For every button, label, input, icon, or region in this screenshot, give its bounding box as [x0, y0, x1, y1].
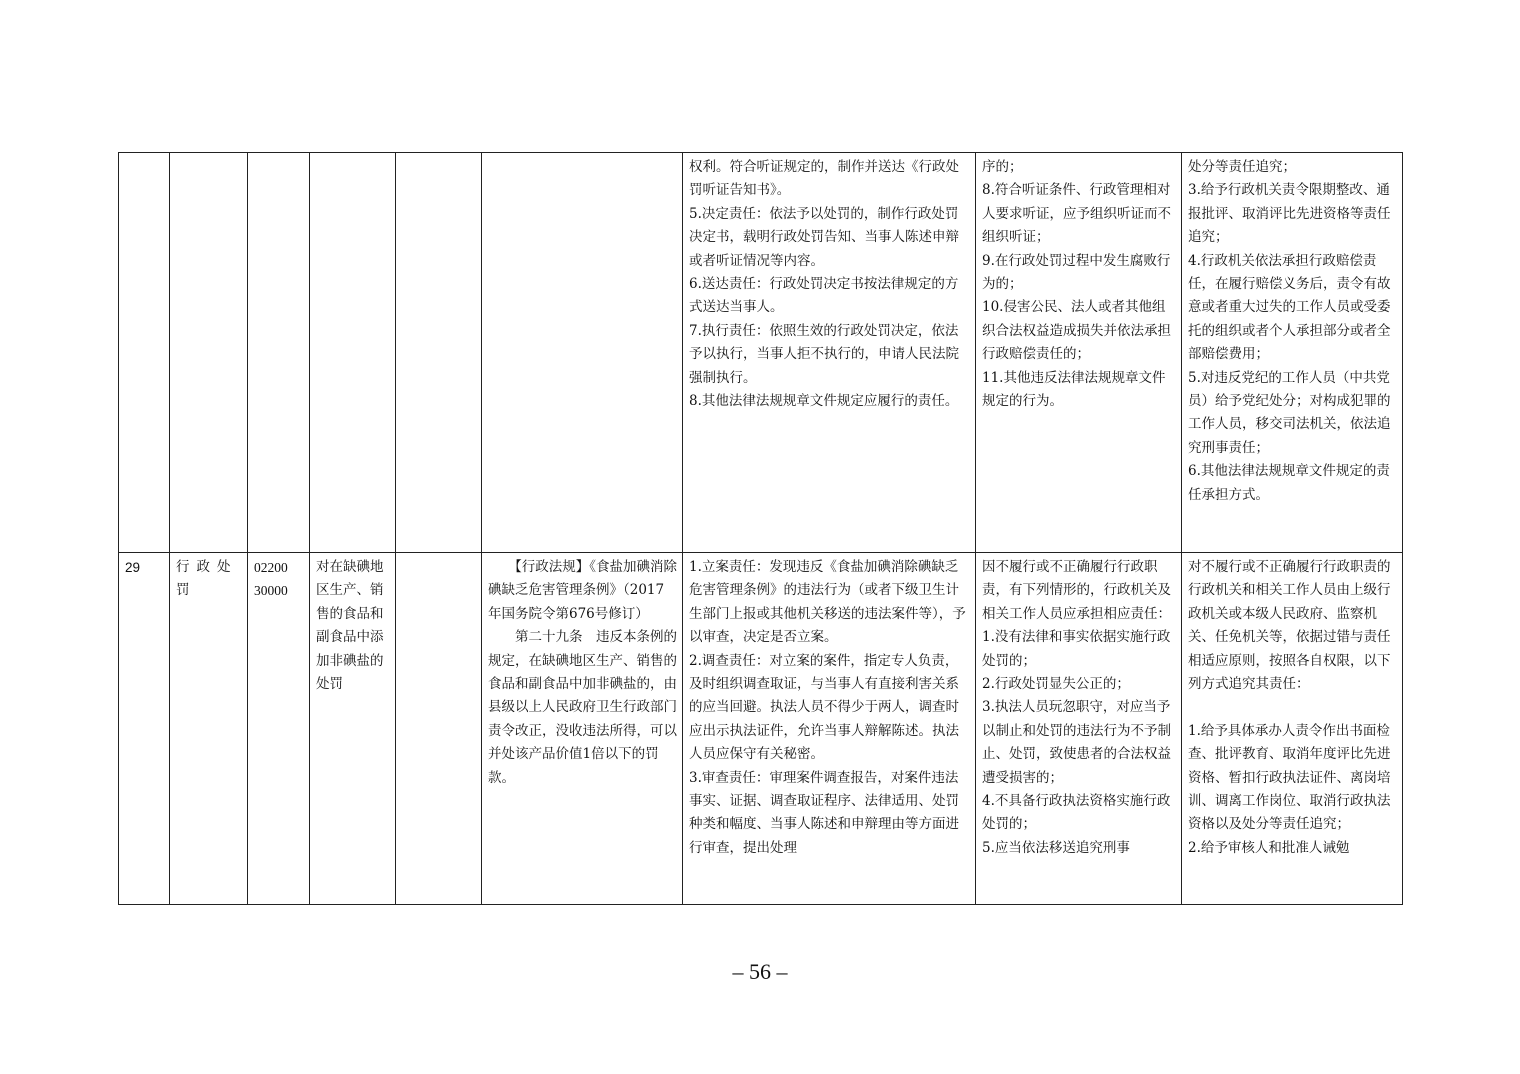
cell-accountability-methods: 对不履行或不正确履行行政职责的行政机关和相关工作人员由上级行政机关或本级人民政府、监察机关、任免机关等，依据过错与责任相适应原则，按照各自权限，以下列方式追究其责任： 1.给予具体承办人责令作出书面检查、批评教育、取消年度评比先进资格、暂扣行政执法证件、离岗培训、调离工作岗位、取消行政执法资格以及处分等责任追究； 2.给予审核人和批准人诫勉: [1182, 553, 1403, 905]
cell-code: 02200 30000: [248, 553, 310, 905]
cell-responsibility: 1.立案责任：发现违反《食盐加碘消除碘缺乏危害管理条例》的违法行为（或者下级卫生计生部门上报或其他机关移送的违法案件等），予以审查，决定是否立案。 2.调查责任：对立案的案件，指定专人负责，及时组织调查取证，与当事人有直接利害关系的应当回避。执法人员不得少于两人，调查时应出示执法证件，允许当事人辩解陈述。执法人员应保守有关秘密。 3.审查责任：审理案件调查报告，对案件违法事实、证据、调查取证程序、法律适用、处罚种类和幅度、当事人陈述和申辩理由等方面进行审查，提出处理: [683, 553, 976, 905]
cell-responsibility: 权利。符合听证规定的，制作并送达《行政处罚听证告知书》。 5.决定责任：依法予以处罚的，制作行政处罚决定书，载明行政处罚告知、当事人陈述申辩或者听证情况等内容。 6.送达责任：行政处罚决定书按法律规定的方式送达当事人。 7.执行责任：依照生效的行政处罚决定，依法予以执行，当事人拒不执行的，申请人民法院强制执行。 8.其他法律法规规章文件规定应履行的责任。: [683, 153, 976, 553]
cell-sub-item: [396, 153, 482, 553]
cell-basis: [482, 153, 683, 553]
cell-accountability-cases: 因不履行或不正确履行行政职责，有下列情形的，行政机关及相关工作人员应承担相应责任： 1.没有法律和事实依据实施行政处罚的； 2.行政处罚显失公正的； 3.执法人员玩忽职守，对应当予以制止和处罚的违法行为不予制止、处罚，致使患者的合法权益遭受损害的； 4.不具备行政执法资格实施行政处罚的； 5.应当依法移送追究刑事: [976, 553, 1182, 905]
cell-basis: 【行政法规】《食盐加碘消除碘缺乏危害管理条例》（2017年国务院令第676号修订） 第二十九条 违反本条例的规定，在缺碘地区生产、销售的食品和副食品中加非碘盐的，由县级以上人民政府卫生行政部门责令改正，没收违法所得，可以并处该产品价值1倍以下的罚款。: [482, 553, 683, 905]
cell-category: [170, 153, 248, 553]
cell-code: [248, 153, 310, 553]
cell-accountability-cases: 序的； 8.符合听证条件、行政管理相对人要求听证，应予组织听证而不组织听证； 9.在行政处罚过程中发生腐败行为的； 10.侵害公民、法人或者其他组织合法权益造成损失并依法承担行政赔偿责任的； 11.其他违反法律法规规章文件规定的行为。: [976, 153, 1182, 553]
table-row: [119, 153, 1403, 553]
cell-accountability-methods: 处分等责任追究； 3.给予行政机关责令限期整改、通报批评、取消评比先进资格等责任追究； 4.行政机关依法承担行政赔偿责任，在履行赔偿义务后，责令有故意或者重大过失的工作人员或受委托的组织或者个人承担部分或者全部赔偿费用； 5.对违反党纪的工作人员（中共党员）给予党纪处分；对构成犯罪的工作人员，移交司法机关，依法追究刑事责任； 6.其他法律法规规章文件规定的责任承担方式。: [1182, 153, 1403, 553]
cell-item-name: 对在缺碘地区生产、销售的食品和副食品中添加非碘盐的处罚: [310, 553, 396, 905]
cell-sub-item: [396, 553, 482, 905]
cell-item-name: [310, 153, 396, 553]
table-row: [119, 553, 1403, 905]
cell-no: 29: [119, 553, 170, 905]
page-number: – 56 –: [732, 959, 788, 984]
cell-no: [119, 153, 170, 553]
responsibility-table: [118, 152, 1403, 905]
cell-category: 行政处罚: [170, 553, 248, 905]
